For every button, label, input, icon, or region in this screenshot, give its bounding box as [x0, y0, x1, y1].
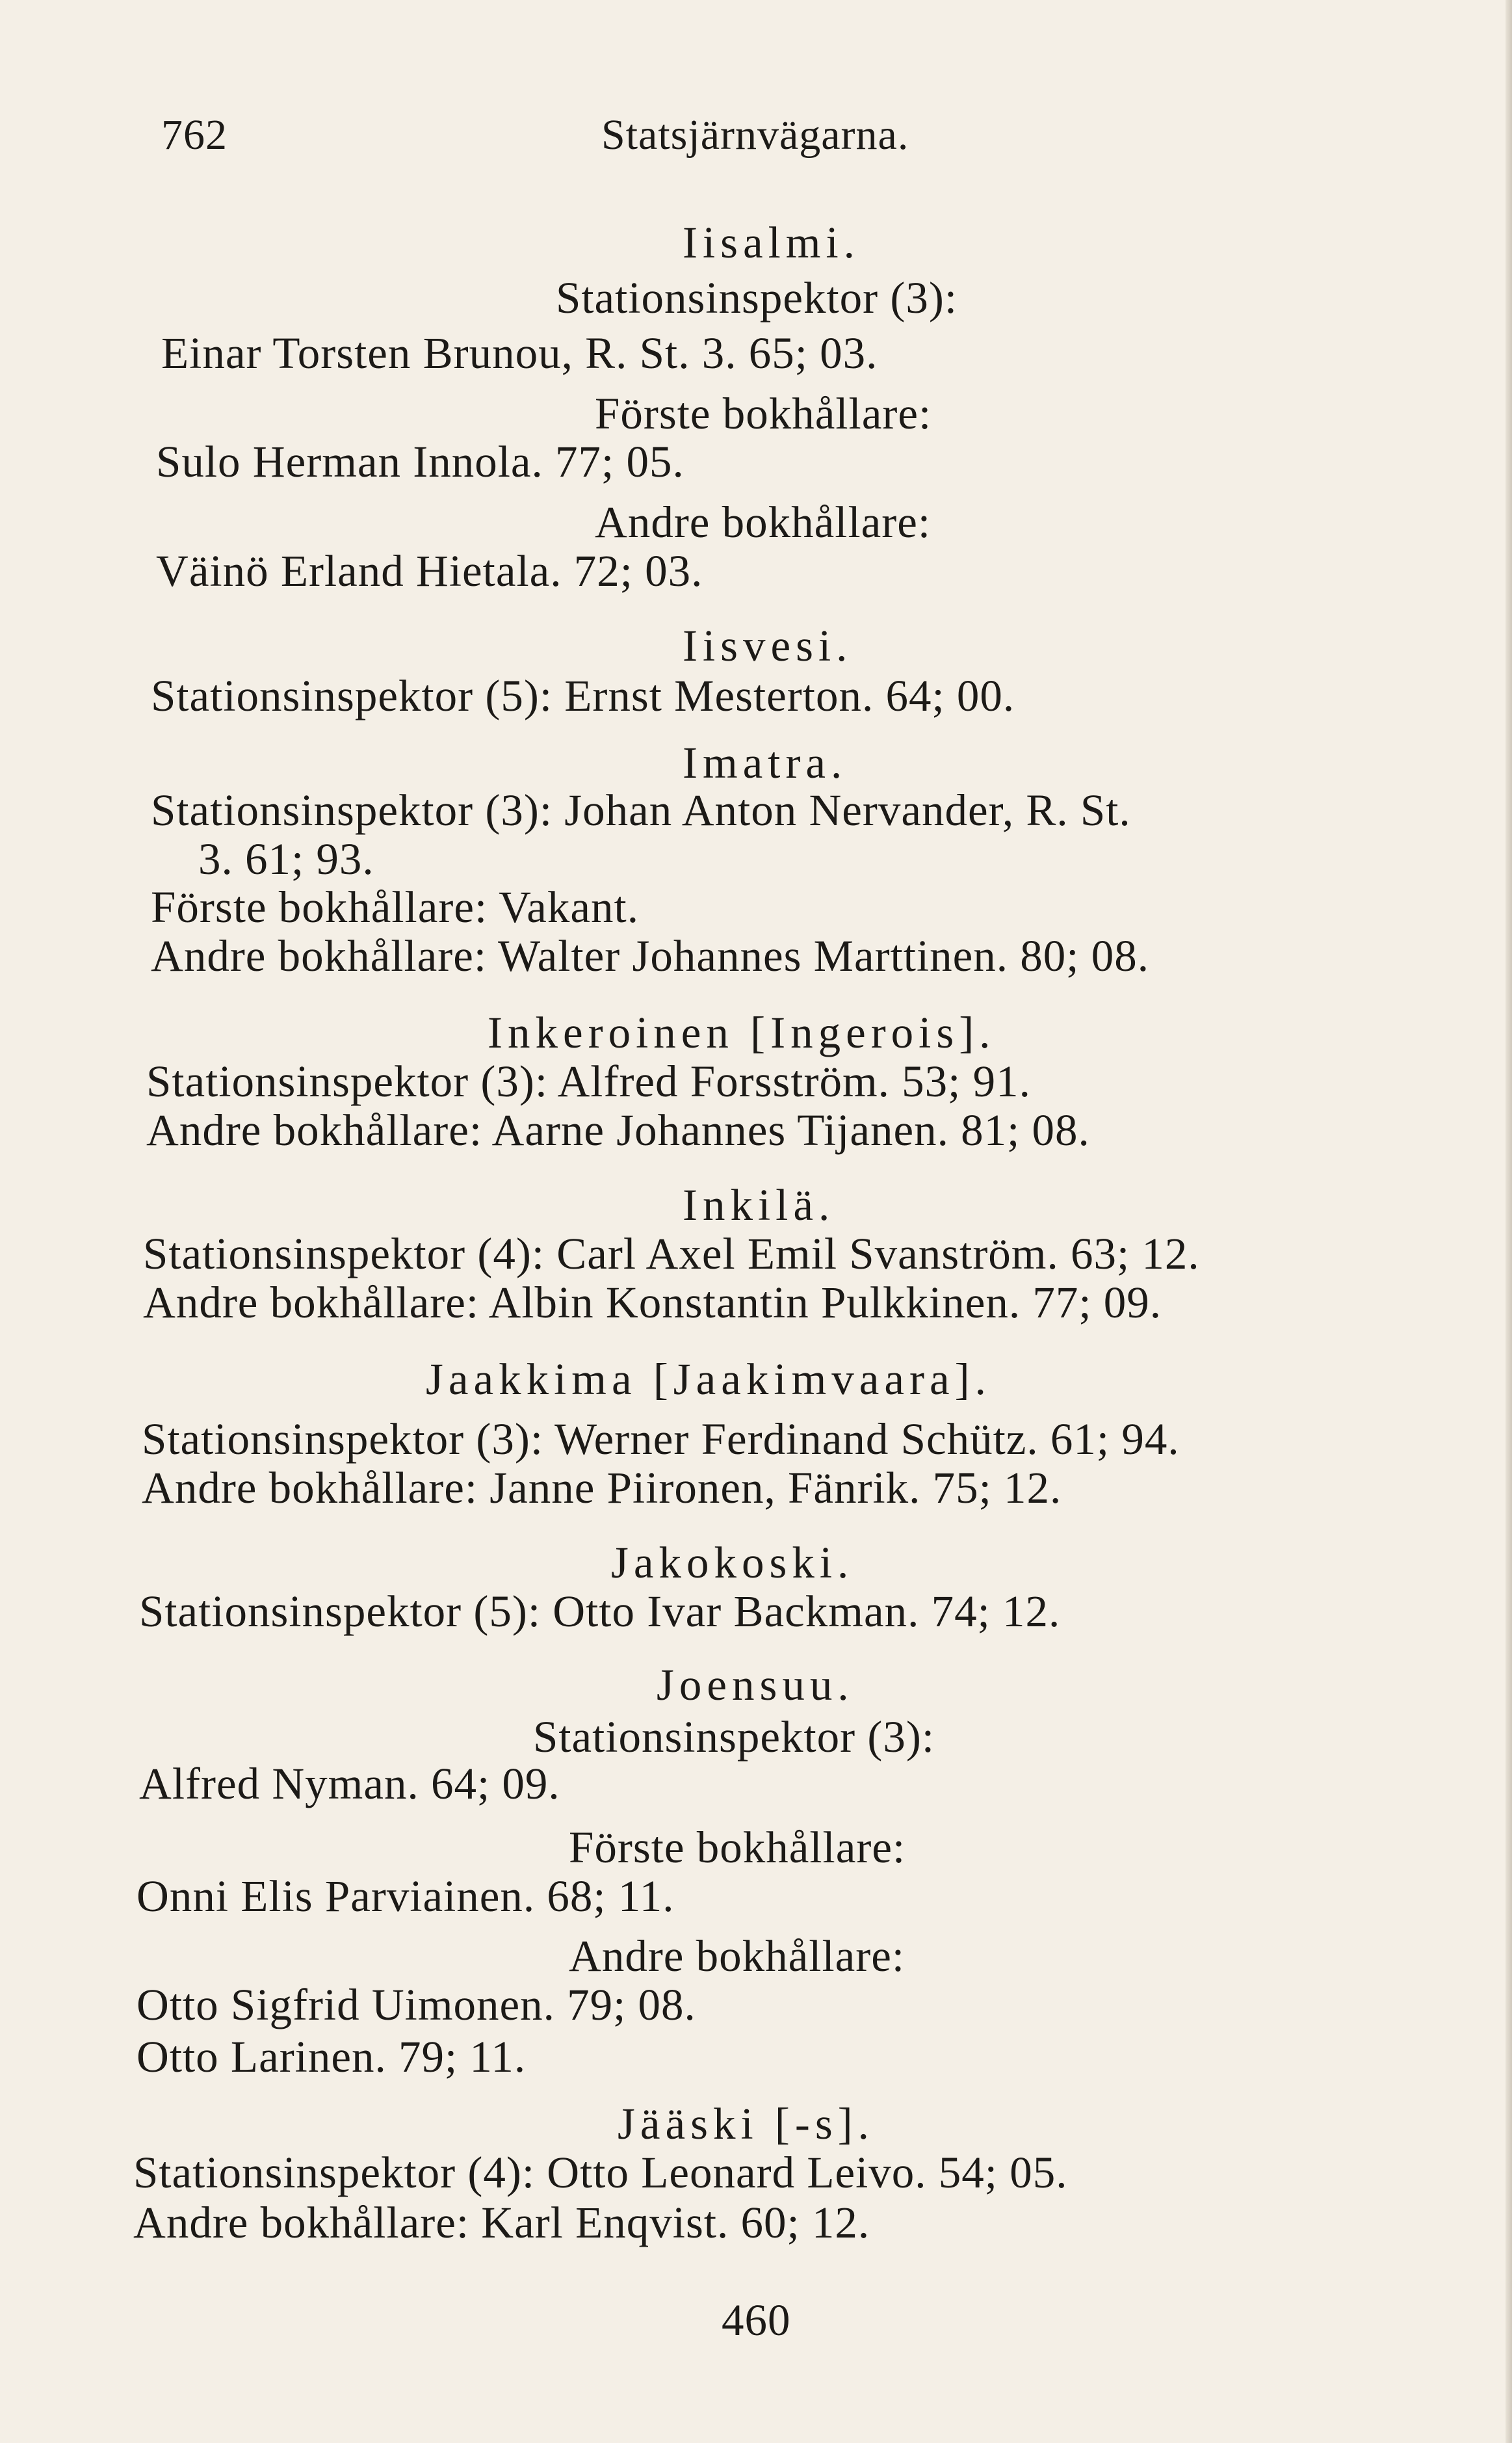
station-heading: Jakokoski.: [611, 1538, 854, 1587]
entry-line: Stationsinspektor (3): Johan Anton Nervander, R. St.: [151, 786, 1131, 835]
entry-line: Otto Larinen. 79; 11.: [137, 2032, 527, 2081]
role-heading: Andre bokhållare:: [595, 497, 932, 547]
page-number: 762: [161, 111, 228, 159]
station-heading: Jääski [-s].: [618, 2099, 874, 2148]
station-heading: Joensuu.: [657, 1660, 854, 1710]
station-heading: Inkeroinen [Ingerois].: [488, 1008, 996, 1057]
entry-line: Stationsinspektor (3): Alfred Forsström. 53; 91.: [146, 1057, 1031, 1106]
entry-line: Stationsinspektor (4): Carl Axel Emil Svanström. 63; 12.: [143, 1229, 1200, 1278]
station-heading: Iisvesi.: [683, 621, 853, 670]
signature-mark: 460: [722, 2295, 791, 2345]
station-heading: Iisalmi.: [683, 218, 860, 267]
entry-line: Andre bokhållare: Janne Piironen, Fänrik. 75; 12.: [142, 1463, 1062, 1512]
entry-line: Stationsinspektor (5): Ernst Mesterton. 64; 00.: [151, 671, 1015, 720]
entry-line: Alfred Nyman. 64; 09.: [139, 1759, 560, 1808]
entry-line: Andre bokhållare: Aarne Johannes Tijanen. 81; 08.: [146, 1105, 1090, 1155]
station-heading: Jaakkima [Jaakimvaara].: [426, 1354, 991, 1404]
entry-line: 3. 61; 93.: [198, 834, 374, 884]
station-heading: Inkilä.: [683, 1180, 835, 1230]
entry-line: Otto Sigfrid Uimonen. 79; 08.: [137, 1980, 696, 2029]
entry-line: Onni Elis Parviainen. 68; 11.: [137, 1871, 675, 1921]
entry-line: Förste bokhållare: Vakant.: [151, 882, 639, 932]
station-heading: Imatra.: [683, 738, 848, 787]
entry-line: Stationsinspektor (5): Otto Ivar Backman. 74; 12.: [139, 1587, 1061, 1636]
entry-line: Andre bokhållare: Karl Enqvist. 60; 12.: [133, 2198, 870, 2247]
role-heading: Förste bokhållare:: [569, 1823, 906, 1872]
role-heading: Stationsinspektor (3):: [556, 273, 958, 323]
role-heading: Förste bokhållare:: [595, 389, 932, 438]
entry-line: Stationsinspektor (3): Werner Ferdinand Schütz. 61; 94.: [142, 1414, 1180, 1464]
entry-line: Einar Torsten Brunou, R. St. 3. 65; 03.: [161, 328, 878, 378]
running-title: Statsjärnvägarna.: [601, 111, 909, 159]
entry-line: Andre bokhållare: Walter Johannes Marttinen. 80; 08.: [151, 931, 1149, 981]
role-heading: Andre bokhållare:: [569, 1931, 906, 1981]
entry-line: Sulo Herman Innola. 77; 05.: [156, 437, 684, 486]
entry-line: Stationsinspektor (4): Otto Leonard Leivo. 54; 05.: [133, 2148, 1068, 2197]
role-heading: Stationsinspektor (3):: [533, 1712, 935, 1762]
entry-line: Väinö Erland Hietala. 72; 03.: [156, 546, 703, 596]
page-edge: [1505, 0, 1512, 2443]
entry-line: Andre bokhållare: Albin Konstantin Pulkkinen. 77; 09.: [143, 1278, 1162, 1327]
